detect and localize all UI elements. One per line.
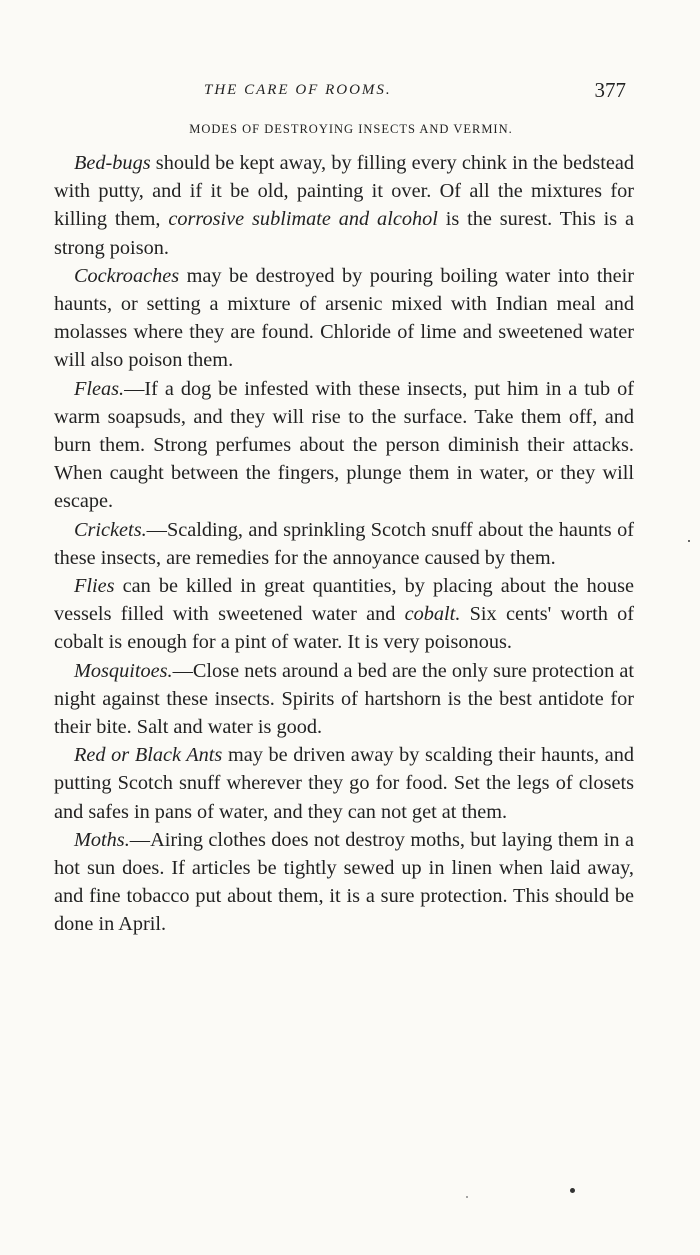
- page-content: [54, 78, 634, 939]
- paragraph-flies: [54, 572, 634, 657]
- paragraph-ants: [54, 741, 634, 826]
- emphasis-text: corrosive sublimate and alcohol: [168, 208, 438, 231]
- paragraph-text: —Close nets around a bed are the only sure protection at night against these insects. Spirits of hartshorn is the best antidote for their bite. Salt and water is good.: [54, 659, 634, 739]
- paragraph-lead: Mosquitoes.: [74, 659, 173, 682]
- paragraph-text: may be driven away by scalding their haunts, and putting Scotch snuff wherever they go for food. Set the legs of closets and safes in pans of water, and they can not get at them.: [54, 744, 635, 823]
- paragraph-lead: Flies: [74, 575, 115, 598]
- margin-mark: [688, 540, 690, 542]
- paragraph-text: —Scalding, and sprinkling Scotch snuff about the haunts of these insects, are remedies for the annoyance caused by them.: [54, 518, 634, 569]
- paragraph-lead: Crickets.: [74, 518, 147, 541]
- paragraph-cockroaches: [54, 262, 634, 375]
- paragraph-text: —Airing clothes does not destroy moths, but laying them in a hot sun does. If articles be tightly sewed up in linen when laid away, and fine tobacco put about them, it is a sure protection. This should be done in April.: [54, 828, 634, 936]
- paragraph-text: may be destroyed by pouring boiling water into their haunts, or setting a mixture of arsenic mixed with Indian meal and molasses where they are found. Chloride of lime and sweetened water will also poison them.: [54, 264, 634, 372]
- paragraph-mosquitoes: [54, 657, 634, 742]
- paragraph-text: should be kept away, by filling every chink in the bedstead with putty, and if it be old, painting it over. Of all the mixtures for killing them,: [54, 152, 634, 231]
- paragraph-text: can be killed in great quantities, by placing about the house vessels filled with sweetened water and: [54, 575, 634, 626]
- paper-speck: [466, 1196, 468, 1198]
- running-head: THE CARE OF ROOMS.: [204, 82, 392, 98]
- section-heading: MODES OF DESTROYING INSECTS AND VERMIN.: [189, 122, 513, 136]
- ink-spot: [570, 1188, 575, 1193]
- page-header: [54, 78, 634, 108]
- paragraph-text: Six cents' worth of cobalt is enough for a pint of water. It is very poisonous.: [54, 603, 634, 654]
- paragraph-lead: Fleas.: [74, 377, 125, 400]
- paragraph-bed-bugs: [54, 149, 634, 262]
- paragraph-lead: Bed-bugs: [74, 152, 151, 174]
- paragraph-text: —If a dog be infested with these insects, put him in a tub of warm soapsuds, and they will rise to the surface. Take them off, and burn them. Strong perfumes about the person diminish their attacks. When caught between the fingers, plunge them in water, or they will escape.: [54, 377, 634, 513]
- paragraph-crickets: [54, 516, 634, 572]
- emphasis-text: cobalt.: [404, 603, 461, 626]
- paragraph-text: is the surest. This is a strong poison.: [54, 208, 634, 259]
- paragraph-moths: [54, 826, 634, 939]
- paragraph-fleas: [54, 375, 634, 516]
- paragraph-lead: Cockroaches: [74, 264, 180, 287]
- page-number: 377: [594, 78, 626, 102]
- paragraph-lead: Red or Black Ants: [74, 744, 223, 767]
- paragraph-lead: Moths.: [74, 828, 130, 851]
